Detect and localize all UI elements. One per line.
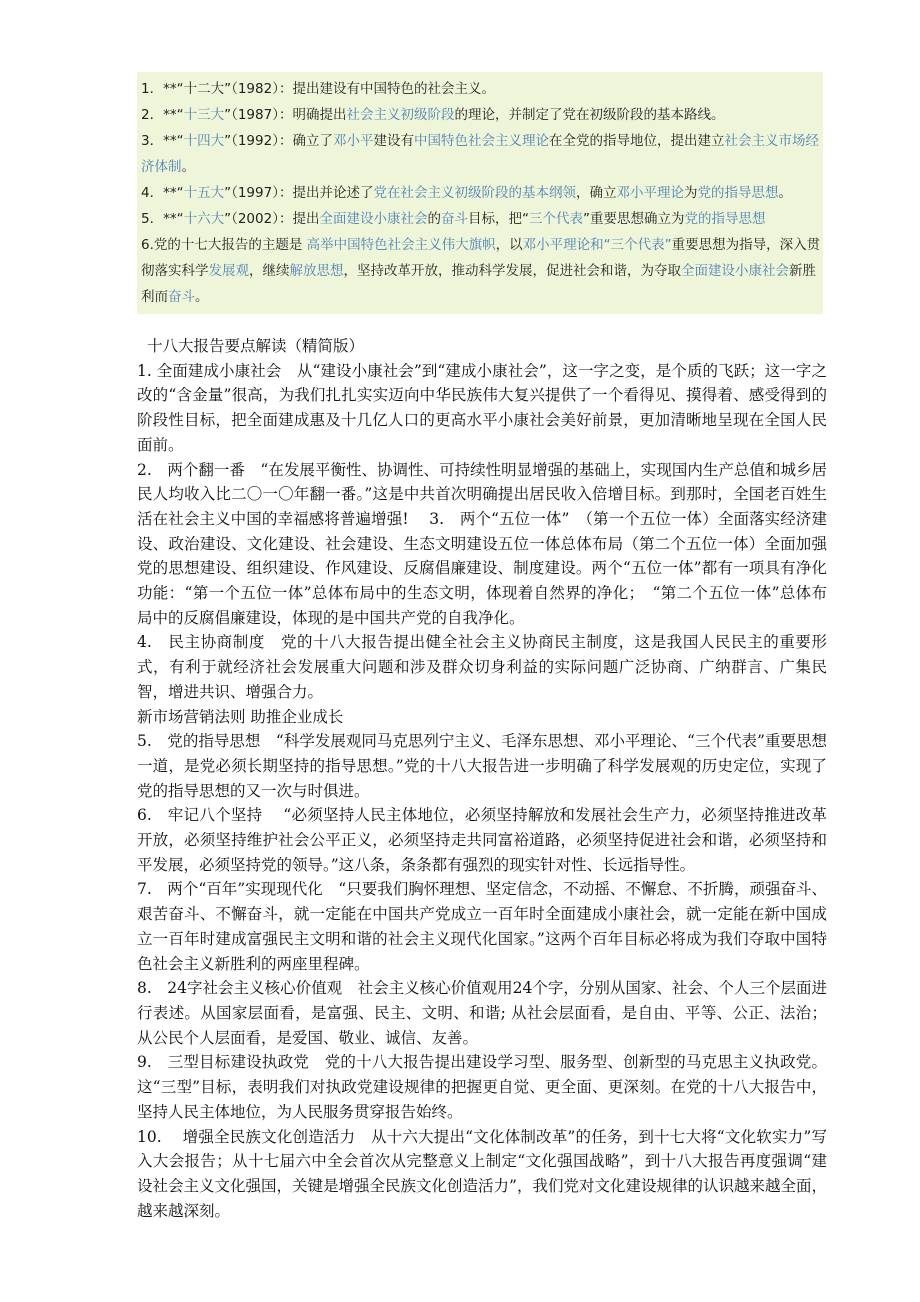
- item-text: 。: [778, 185, 792, 201]
- paragraph-7: 8. 24字社会主义核心价值观 社会主义核心价值观用24个字，分别从国家、社会、个人三个层面进行表述。从国家层面看，是富强、民主、文明、和谐; 从社会层面看，是自由、平等、公正、法治；从公民个人层面看，是爱国、敬业、诚信、友善。: [137, 979, 827, 1047]
- item-text: 2．**“: [141, 107, 184, 123]
- keyword-link[interactable]: 中国特色社会主义理论: [413, 133, 549, 149]
- item-text: ，以: [495, 237, 523, 253]
- keyword-link[interactable]: 全面建设小康社会: [681, 263, 789, 279]
- item-text: 为: [683, 185, 698, 201]
- section-heading: 新市场营销法则 助推企业成长: [137, 707, 344, 726]
- keyword-link[interactable]: 发展观: [208, 263, 249, 279]
- item-text: 在全党的指导地位，提出建立: [548, 133, 725, 149]
- item-text: 。: [195, 289, 209, 305]
- highlight-item: [141, 180, 823, 206]
- item-text: 十二大”（1982）：提出建设有中国特色的社会主义。: [183, 81, 495, 97]
- highlight-box: [137, 72, 823, 314]
- keyword-link[interactable]: 党的指导思想: [684, 211, 766, 227]
- item-text: ，坚持改革开放，推动科学发展，促进社会和谐，为夺取: [343, 263, 681, 279]
- highlight-item: [141, 102, 823, 128]
- keyword-link[interactable]: 十三大: [183, 107, 225, 123]
- item-text: ”（1987）：明确提出: [224, 107, 347, 123]
- highlight-item: [141, 232, 823, 310]
- item-text: ”（1997）：提出并论述了: [224, 185, 374, 201]
- keyword-link[interactable]: 社会主义市场经济体制: [141, 133, 819, 175]
- keyword-link[interactable]: 奋斗: [440, 211, 468, 227]
- paragraph-4: 5. 党的指导思想 “科学发展观同马克思列宁主义、毛泽东思想、邓小平理论、“三个代表”重要思想一道，是党必须长期坚持的指导思想。”党的十八大报告进一步明确了科学发展观的历史定位，实现了党的指导思想的又一次与时俱进。: [137, 732, 827, 800]
- keyword-link[interactable]: 邓小平理论: [616, 185, 684, 201]
- paragraph-8: 9. 三型目标建设执政党 党的十八大报告提出建设学习型、服务型、创新型的马克思主义执政党。这“三型”目标，表明我们对执政党建设规律的把握更自觉、更全面、更深刻。在党的十八大报告中，坚持人民主体地位，为人民服务贯穿报告始终。: [137, 1053, 827, 1121]
- item-text: 。: [181, 159, 195, 175]
- item-text: 1．**“: [141, 81, 184, 97]
- item-text: ”（1992）：确立了: [224, 133, 333, 149]
- item-text: 的理论，并制定了党在初级阶段的基本路线。: [454, 107, 725, 123]
- document-body: [137, 334, 827, 1223]
- highlight-item: [141, 76, 823, 102]
- keyword-link[interactable]: 邓小平理论和“三个代表”: [522, 237, 672, 253]
- paragraph-2: 2. 两个翻一番 “在发展平衡性、协调性、可持续性明显增强的基础上，实现国内生产总值和城乡居民人均收入比二〇一〇年翻一番。”这是中共首次明确提出居民收入倍增目标。到那时，全国老百姓生活在社会主义中国的幸福感将普遍增强! 3. 两个“五位一体” （第一个五位一体）全面落实经济建设、政治建设、文化建设、社会建设、生态文明建设五位一体总体布局（第二个五位一体）全面加强党的思想建设、组织建设、作风建设、反腐倡廉建设、制度建设。两个“五位一体”都有一项具有净化功能：“第一个五位一体”总体布局中的生态文明，体现着自然界的净化； “第二个五位一体”总体布局中的反腐倡廉建设，体现的是中国共产党的自我净化。: [137, 460, 827, 627]
- keyword-link[interactable]: 三个代表: [528, 211, 583, 227]
- item-text: 5．**“: [141, 211, 184, 227]
- keyword-link[interactable]: 高举中国特色社会主义伟大旗帜: [306, 237, 496, 253]
- paragraph-6: 7. 两个“百年”实现现代化 “只要我们胸怀理想、坚定信念，不动摇、不懈怠、不折腾，顽强奋斗、艰苦奋斗、不懈奋斗，就一定能在中国共产党成立一百年时全面建成小康社会，就一定能在新中国成立一百年时建成富强民主文明和谐的社会主义现代化国家。”这两个百年目标必将成为我们夺取中国特色社会主义新胜利的两座里程碑。: [137, 880, 827, 973]
- keyword-link[interactable]: 十四大: [183, 133, 225, 149]
- keyword-link[interactable]: 十六大: [183, 211, 225, 227]
- keyword-link[interactable]: 奋斗: [168, 289, 195, 305]
- item-text: ，继续: [249, 263, 290, 279]
- item-text: ”（2002）：提出: [224, 211, 320, 227]
- keyword-link[interactable]: 党在社会主义初级阶段的基本纲领: [373, 185, 576, 201]
- item-text: 6.党的十七大报告的主题是: [141, 237, 307, 253]
- item-text: 新胜利而: [141, 263, 816, 305]
- item-text: 目标，把“: [467, 211, 529, 227]
- keyword-link[interactable]: 十五大: [183, 185, 225, 201]
- highlight-item: [141, 206, 823, 232]
- item-text: 3．**“: [141, 133, 184, 149]
- item-text: ，确立: [575, 185, 617, 201]
- doc-title: 十八大报告要点解读（精简版）: [147, 337, 365, 355]
- paragraph-1: 1. 全面建成小康社会 从“建设小康社会”到“建成小康社会”，这一字之变，是个质的飞跃；这一字之改的“含金量”很高，为我们扎扎实实迈向中华民族伟大复兴提供了一个看得见、摸得着、感受得到的阶段性目标，把全面建成惠及十几亿人口的更高水平小康社会美好前景，更加清晰地呈现在全国人民面前。: [137, 361, 827, 454]
- keyword-link[interactable]: 解放思想: [289, 263, 344, 279]
- paragraph-3: 4. 民主协商制度 党的十八大报告提出健全社会主义协商民主制度，这是我国人民民主的重要形式，有利于就经济社会发展重大问题和涉及群众切身利益的实际问题广泛协商、广纳群言、广集民智，增进共识、增强合力。: [137, 633, 827, 701]
- item-text: ”重要思想确立为: [582, 211, 685, 227]
- paragraph-9: 10. 增强全民族文化创造活力 从十六大提出“文化体制改革”的任务，到十七大将“文化软实力”写入大会报告；从十七届六中全会首次从完整意义上制定“文化强国战略”，到十八大报告再度强调“建设社会主义文化强国，关键是增强全民族文化创造活力”，我们党对文化建设规律的认识越来越全面，越来越深刻。: [137, 1127, 827, 1220]
- keyword-link[interactable]: 社会主义初级阶段: [346, 107, 455, 123]
- keyword-link[interactable]: 全面建设小康社会: [319, 211, 428, 227]
- keyword-link[interactable]: 邓小平: [332, 133, 374, 149]
- item-text: 建设有: [373, 133, 414, 149]
- item-text: 重要思想为指导，深入贯彻落实科学: [141, 237, 821, 279]
- keyword-link[interactable]: 党的指导思想: [697, 185, 779, 201]
- highlight-item: [141, 128, 823, 180]
- item-text: 4．**“: [141, 185, 184, 201]
- paragraph-5: 6. 牢记八个坚持 “必须坚持人民主体地位，必须坚持解放和发展社会生产力，必须坚持推进改革开放，必须坚持维护社会公平正义，必须坚持走共同富裕道路，必须坚持促进社会和谐，必须坚持和平发展，必须坚持党的领导。”这八条，条条都有强烈的现实针对性、长远指导性。: [137, 806, 827, 874]
- item-text: 的: [427, 211, 441, 227]
